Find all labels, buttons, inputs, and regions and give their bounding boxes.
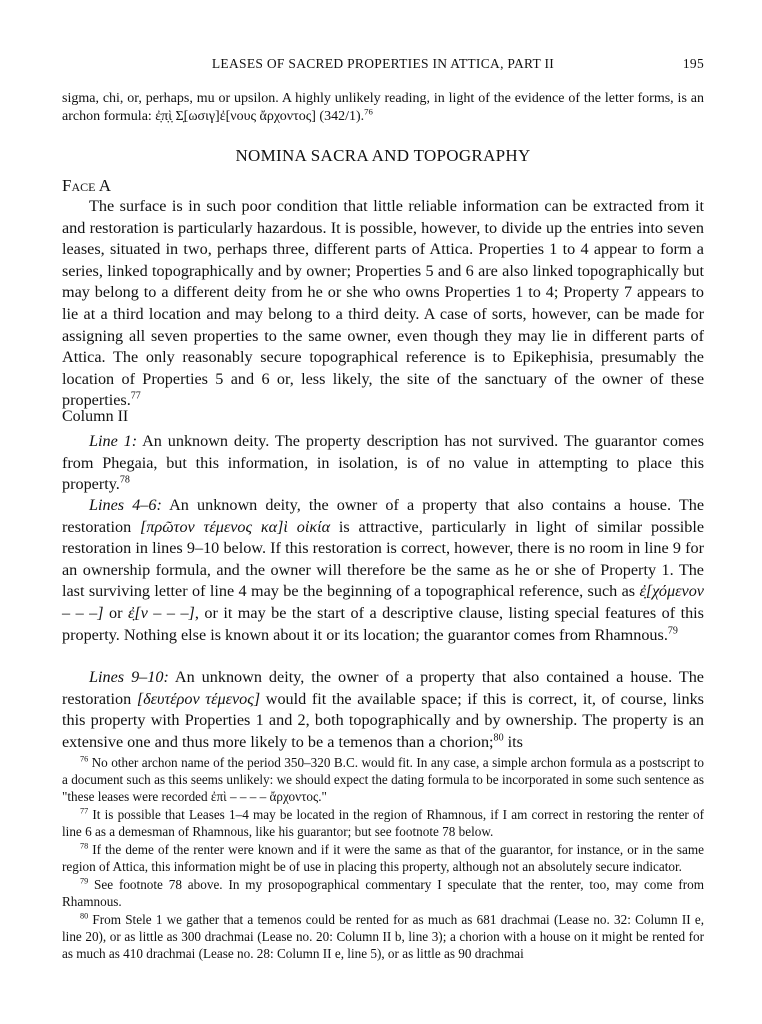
line-label: Lines 4–6: <box>89 496 162 514</box>
footnote <box>62 806 704 840</box>
running-title: LEASES OF SACRED PROPERTIES IN ATTICA, PART II <box>211 56 555 71</box>
footnote-ref-80[interactable]: 80 <box>493 732 504 744</box>
footnote <box>62 754 704 805</box>
footnote-text: No other archon name of the period 350–320 B.C. would fit. In any case, a simple archon formula as a postscript to a document such as this seems unlikely: we should expect the dating formula to be incorporated in some such sentence as "these leases were recorded ἐπὶ ‒ ‒ ‒ ‒ ἄρχοντος." <box>62 755 704 804</box>
paragraph-lines-9-10 <box>62 667 704 753</box>
line-label: Line 1: <box>89 432 138 450</box>
footnote <box>62 876 704 910</box>
greek-restoration: [δευτέρον τέμενος] <box>136 689 261 708</box>
greek-restoration: [πρῶτον τέμενος κα]ὶ οἰκία <box>140 517 331 536</box>
running-header <box>62 56 704 76</box>
paragraph-text: An unknown deity, the owner of a property that also contained a house. The restoration <box>62 668 704 708</box>
footnote-number: 78 <box>80 841 89 851</box>
footnote-number: 80 <box>80 911 89 921</box>
footnote-ref-77[interactable]: 77 <box>130 390 141 402</box>
footnote-ref-79[interactable]: 79 <box>667 625 678 637</box>
paragraph-text: An unknown deity. The property description has not survived. The guarantor comes from Phegaia, but this information, in isolation, is of no value in attempting to place this property. <box>62 432 705 494</box>
footnote <box>62 911 704 962</box>
intro-text: sigma, chi, or, perhaps, mu or upsilon. A highly unlikely reading, in light of the evidence of the letter forms, is an archon formula: ἐ̣π̣ὶ̣ Σ̣[ωσιγ]ἐ[νους ἄρχοντος] (342/1). <box>62 91 704 124</box>
page-number: 195 <box>682 56 704 71</box>
footnotes <box>62 754 704 963</box>
paragraph-text: An unknown deity, the owner of a property that also contains a house. The restoration <box>62 496 705 536</box>
paragraph-lines-4-6 <box>62 495 704 646</box>
footnote <box>62 841 704 875</box>
paragraph-text: , or it may be the start of a descriptive clause, listing special features of this property. Nothing else is known about it or its location; the guarantor comes from Rhamnous. <box>62 603 704 644</box>
paragraph-text: The surface is in such poor condition that little reliable information can be extracted from it and restoration is particularly hazardous. It is possible, however, to divide up the entries into seven leases, situated in two, perhaps three, different parts of Attica. Properties 1 to 4 appear to form a series, linked topographically and by owner; Properties 5 and 6 are also linked topographically but may belong to a different deity from he or she who owns Properties 1 to 4; Property 7 appears to lie at a third location and may belong to a third deity. A case of sorts, however, can be made for assigning all seven properties to the same owner, even though they may lie in different parts of Attica. The only reasonably secure topographical reference is to Epikephisia, presumably the location of Properties 5 and 6 or, less likely, the site of the sanctuary of the owner of these properties. <box>62 197 704 410</box>
paragraph-text: or <box>103 603 128 622</box>
column-heading: Column II <box>62 408 129 425</box>
footnote-ref-76[interactable]: 76 <box>364 106 373 117</box>
paragraph-text: would fit the available space; if this is correct, it, of course, links this property with Properties 1 and 2, both topographically and by ownership. The property is an extensive one and thus more likely to be a temenos than a chorion; <box>62 689 704 751</box>
footnote-text: It is possible that Leases 1–4 may be located in the region of Rhamnous, if I am correct in restoring the renter of line 6 as a demesman of Rhamnous, like his guarantor; but see footnote 78 below. <box>62 807 704 839</box>
footnote-number: 76 <box>80 754 89 764</box>
footnote-number: 77 <box>80 806 89 816</box>
line-label: Lines 9–10: <box>89 668 169 686</box>
paragraph-face-a <box>62 196 704 412</box>
paragraph-text: its <box>503 732 523 751</box>
paragraph-text: is attractive, particularly in light of similar possible restoration in lines 9–10 below. If this restoration is correct, however, there is no room in line 9 for an ownership formula, and the owner will therefore be the same as he or she of Property 1. The last surviving letter of line 4 may be the beginning of a topographical reference, such as <box>62 517 705 601</box>
face-heading: Face A <box>62 176 112 195</box>
paragraph-line-1 <box>62 431 704 496</box>
section-title: NOMINA SACRA AND TOPOGRAPHY <box>235 146 531 165</box>
footnote-number: 79 <box>80 876 89 886</box>
intro-paragraph <box>62 90 704 126</box>
greek-restoration: ἐ̣[χόμενον ‒ ‒ ‒] <box>62 582 704 622</box>
footnote-ref-78[interactable]: 78 <box>119 474 130 486</box>
footnote-text: If the deme of the renter were known and if it were the same as that of the guarantor, for instance, or in the same region of Attica, this information might be of use in placing this property, although not an absolutely secure indicator. <box>62 842 704 874</box>
footnote-text: From Stele 1 we gather that a temenos could be rented for as much as 681 drachmai (Lease no. 32: Column II e, line 20), or as little as 300 drachmai (Lease no. 20: Column II b, line 3); a chorion with a house on it might be rented for as much as 410 drachmai (Lease no. 28: Column II e, line 5), or as little as 90 drachmai <box>62 912 705 961</box>
footnote-text: See footnote 78 above. In my prosopographical commentary I speculate that the renter, too, may come from Rhamnous. <box>62 877 705 909</box>
greek-restoration: ἐ̣[ν ‒ ‒ ‒] <box>127 603 195 622</box>
